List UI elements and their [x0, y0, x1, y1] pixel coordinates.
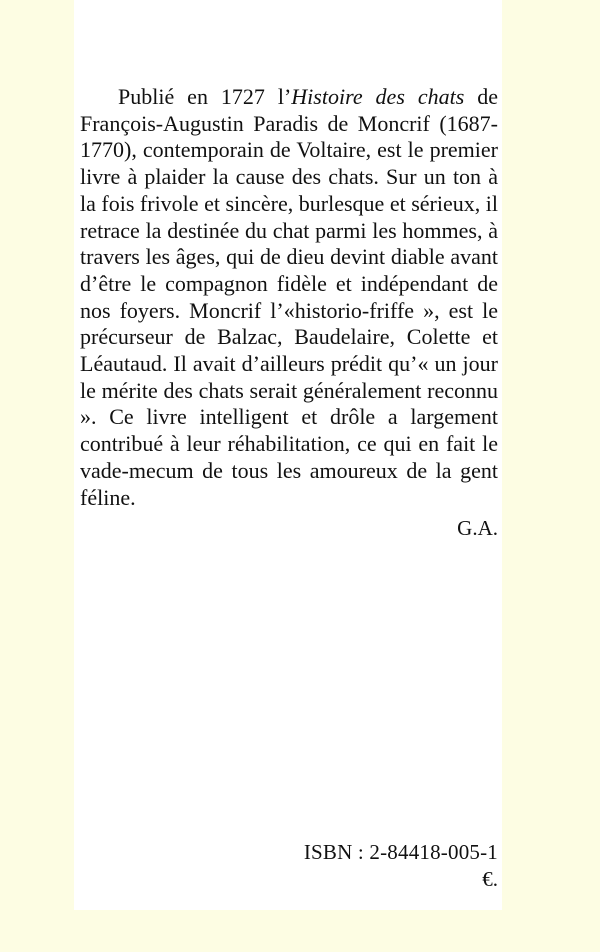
blurb-intro: Publié en 1727 l’	[118, 84, 292, 109]
price-label: €.	[482, 867, 498, 891]
blurb-body: de François-Augustin Paradis de Moncrif (1687-1770), contemporain de Voltaire, est le premier livre à plaider la cause des chats. Sur un ton à la fois frivole et sincère, burlesque et sérieux, il retrace la destinée du chat parmi les hommes, à travers les âges, qui de dieu devint diable avant d’être le compagnon fidèle et indépendant de nos foyers. Moncrif l’«historio-friffe », est le précurseur de Balzac, Baudelaire, Colette et Léautaud. Il avait d’ailleurs prédit qu’« un jour le mérite des chats serait généralement reconnu ». Ce livre intelligent et drôle a largement contribué à leur réhabilitation, ce qui en fait le vade-mecum de tous les amoureux de la gent féline.	[80, 84, 499, 510]
back-cover-blurb	[80, 84, 498, 511]
author-signature: G.A.	[457, 516, 498, 540]
book-title: Histoire des chats	[291, 84, 465, 109]
isbn-number: ISBN : 2-84418-005-1	[303, 840, 498, 864]
